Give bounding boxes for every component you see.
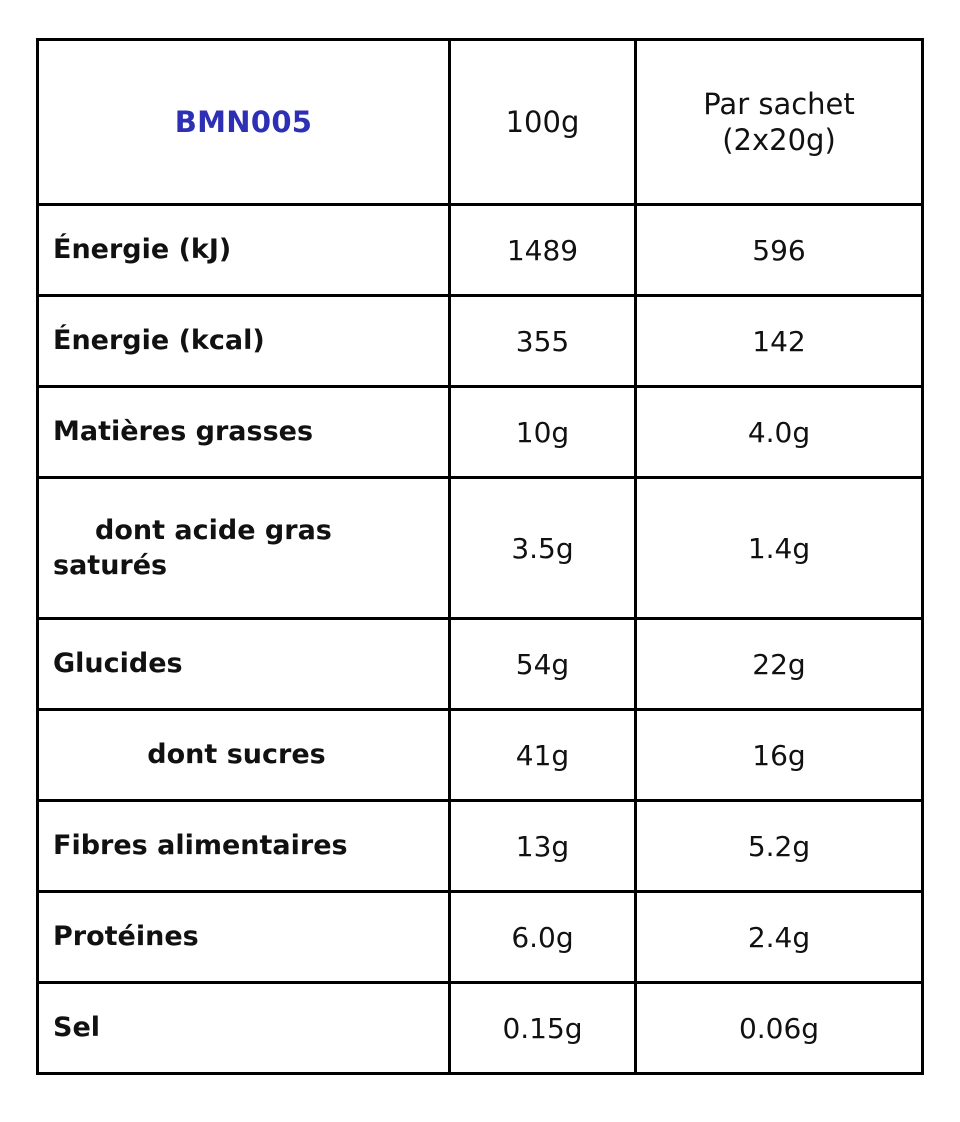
column-header-per-sachet-line1: Par sachet [703,86,855,121]
column-header-100g: 100g [450,40,636,205]
value-sachet: 16g [636,710,923,801]
value-100g: 0.15g [450,983,636,1074]
column-header-per-sachet-line2: (2x20g) [722,123,836,157]
nutrient-label: Glucides [38,619,450,710]
value-sachet: 596 [636,205,923,296]
nutrient-label: Sel [38,983,450,1074]
nutrient-label: Protéines [38,892,450,983]
nutrient-label: Énergie (kJ) [38,205,450,296]
nutrient-label: Matières grasses [38,387,450,478]
value-100g: 54g [450,619,636,710]
table-row [38,801,923,892]
nutrient-label: dont sucres [38,710,450,801]
value-100g: 355 [450,296,636,387]
product-code: BMN005 [38,40,450,205]
table-row [38,478,923,619]
nutrient-label: dont acide gras saturés [38,478,450,619]
value-100g: 10g [450,387,636,478]
table-row [38,619,923,710]
value-100g: 41g [450,710,636,801]
table-row [38,710,923,801]
nutrition-table [36,38,924,1075]
value-sachet: 22g [636,619,923,710]
table-row [38,387,923,478]
table-row [38,892,923,983]
value-sachet: 1.4g [636,478,923,619]
value-100g: 6.0g [450,892,636,983]
value-sachet: 0.06g [636,983,923,1074]
value-sachet: 2.4g [636,892,923,983]
value-sachet: 142 [636,296,923,387]
table-row [38,983,923,1074]
table-header-row [38,40,923,205]
value-sachet: 5.2g [636,801,923,892]
nutrient-label: Énergie (kcal) [38,296,450,387]
column-header-per-sachet [636,40,923,205]
table-row [38,205,923,296]
nutrient-label: Fibres alimentaires [38,801,450,892]
value-100g: 1489 [450,205,636,296]
value-100g: 13g [450,801,636,892]
value-100g: 3.5g [450,478,636,619]
value-sachet: 4.0g [636,387,923,478]
table-row [38,296,923,387]
